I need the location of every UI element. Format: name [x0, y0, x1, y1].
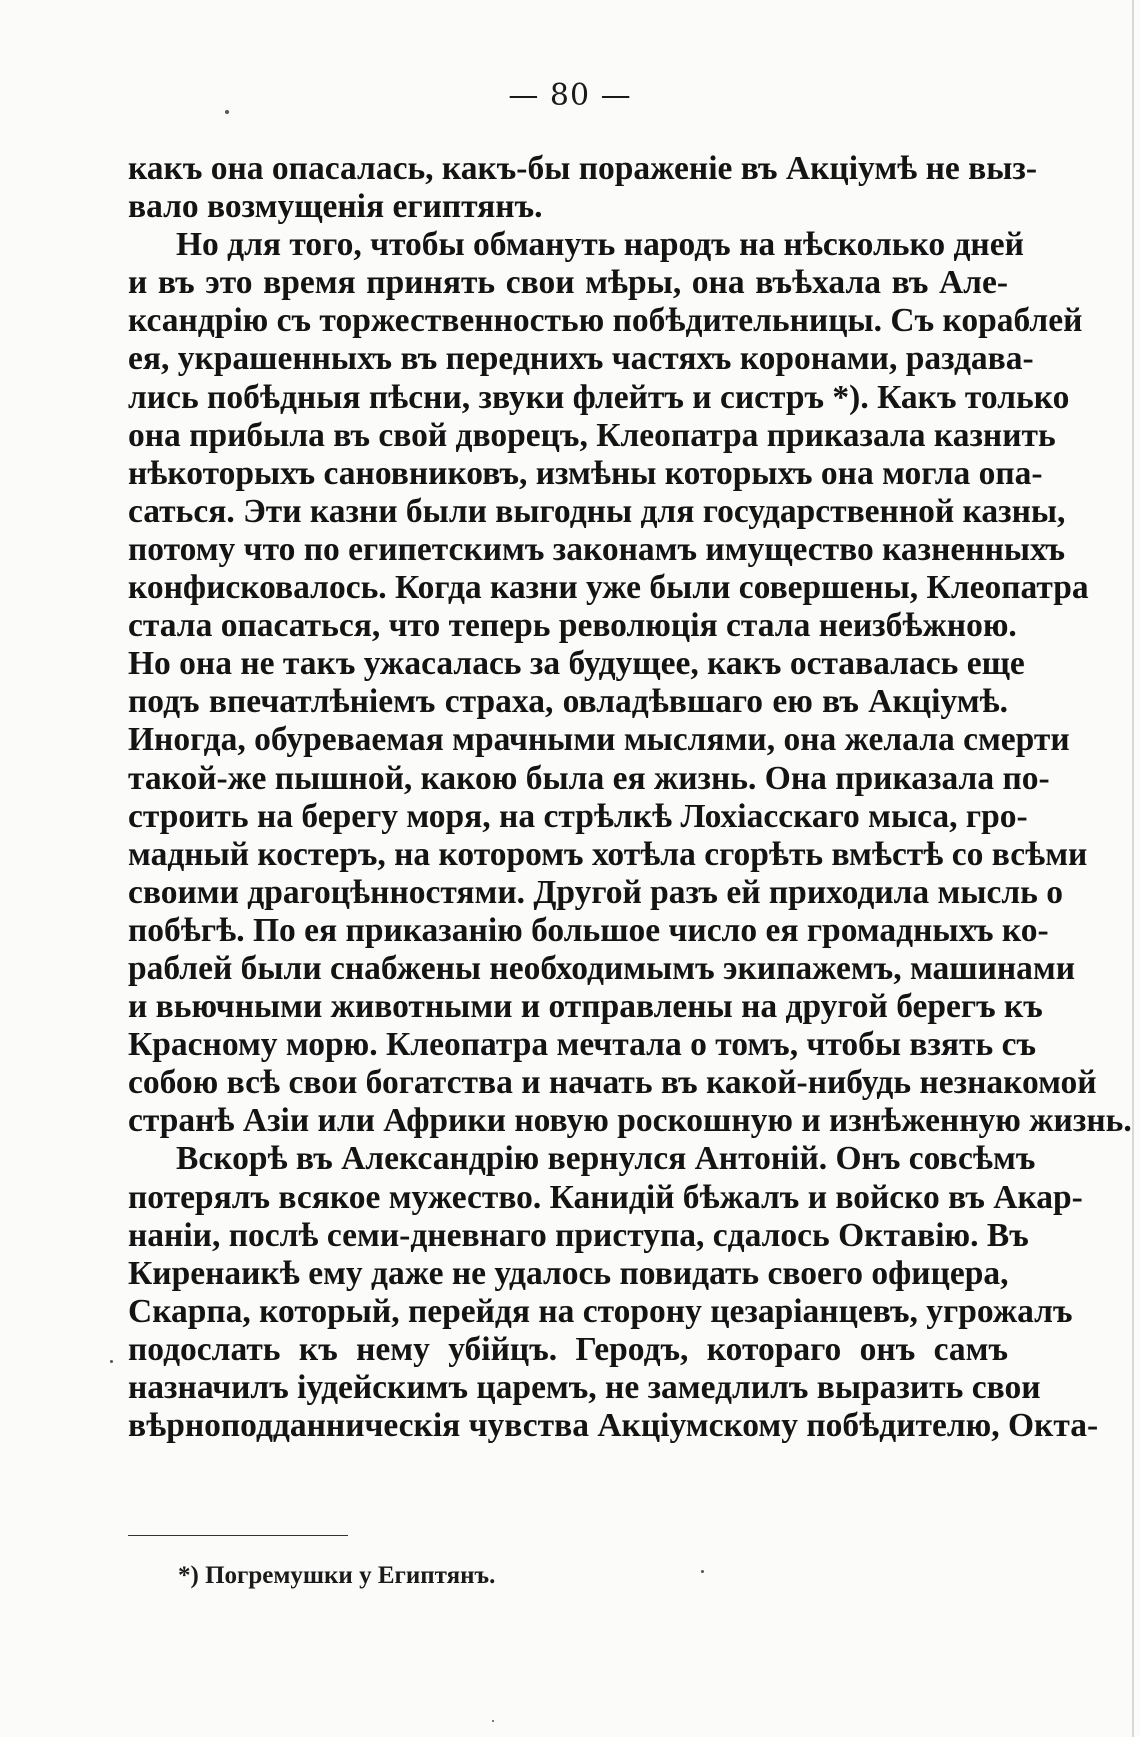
text-line: Но для того, чтобы обмануть народъ на нѣсколько дней — [176, 226, 1024, 264]
text-line: и въ это время принять свои мѣры, она въѣхала въ Але- — [128, 264, 1008, 302]
text-line: подослать къ нему убійцъ. Геродъ, котораго онъ самъ — [128, 1330, 1008, 1368]
text-line: ксандрію съ торжественностью побѣдительницы. Съ кораблей — [128, 302, 1083, 340]
scan-speck — [225, 110, 229, 114]
text-line: побѣгѣ. По ея приказанію большое число ея громадныхъ ко- — [128, 911, 1049, 949]
scan-speck — [701, 1570, 704, 1573]
text-line: лись побѣдныя пѣсни, звуки флейтъ и систръ *). Какъ только — [128, 378, 1070, 416]
text-line: потому что по египетскимъ законамъ имущество казненныхъ — [128, 530, 1066, 568]
text-line: вало возмущенія египтянъ. — [128, 188, 543, 226]
scan-speck — [110, 1360, 113, 1363]
text-line: Красному морю. Клеопатра мечтала о томъ, чтобы взять съ — [128, 1026, 1037, 1064]
text-line: странѣ Азіи или Африки новую роскошную и изнѣженную жизнь. — [128, 1102, 1132, 1140]
text-line: своими драгоцѣнностями. Другой разъ ей приходила мысль о — [128, 873, 1064, 911]
text-line: подъ впечатлѣніемъ страха, овладѣвшаго ею въ Акціумѣ. — [128, 683, 1008, 721]
text-line: Киренаикѣ ему даже не удалось повидать своего офицера, — [128, 1254, 1009, 1292]
scan-speck — [492, 1720, 494, 1722]
text-line: потерялъ всякое мужество. Канидій бѣжалъ и войско въ Акар- — [128, 1178, 1083, 1216]
text-line: раблей были снабжены необходимымъ экипажемъ, машинами — [128, 949, 1076, 987]
text-line: она прибыла въ свой дворецъ, Клеопатра приказала казнить — [128, 416, 1056, 454]
text-line: вѣрноподданническія чувства Акціумскому побѣдителю, Окта- — [128, 1407, 1099, 1445]
text-line: назначилъ іудейскимъ царемъ, не замедлилъ выразить свои — [128, 1369, 1041, 1406]
footnote-divider — [128, 1535, 348, 1536]
body-text — [128, 150, 1132, 1445]
text-line: наніи, послѣ семи-дневнаго приступа, сдалось Октавію. Въ — [128, 1216, 1029, 1254]
text-line: ея, украшенныхъ въ переднихъ частяхъ коронами, раздава- — [128, 340, 1034, 378]
text-line: Иногда, обуреваемая мрачными мыслями, она желала смерти — [128, 721, 1070, 759]
scan-edge-line — [1132, 0, 1134, 1737]
text-line: стала опасаться, что теперь революція стала неизбѣжною. — [128, 607, 1017, 645]
text-line: и вьючными животными и отправлены на другой берегъ къ — [128, 988, 1043, 1026]
page-number: — 80 — — [508, 78, 632, 113]
text-line: какъ она опасалась, какъ-бы пораженіе въ Акціумѣ не выз- — [128, 150, 1038, 187]
text-line: конфисковалось. Когда казни уже были совершены, Клеопатра — [128, 569, 1089, 607]
text-line: Вскорѣ въ Александрію вернулся Антоній. Онъ совсѣмъ — [176, 1140, 1036, 1178]
footnote: *) Погремушки у Египтянъ. — [178, 1562, 496, 1589]
text-line: Скарпа, который, перейдя на сторону цезаріанцевъ, угрожалъ — [128, 1292, 1073, 1330]
text-line: Но она не такъ ужасалась за будущее, какъ оставалась еще — [128, 645, 1025, 683]
text-line: такой-же пышной, какою была ея жизнь. Она приказала по- — [128, 759, 1050, 797]
text-line: саться. Эти казни были выгодны для государственной казны, — [128, 492, 1066, 530]
text-line: нѣкоторыхъ сановниковъ, измѣны которыхъ она могла опа- — [128, 454, 1043, 492]
text-line: собою всѣ свои богатства и начать въ какой-нибудь незнакомой — [128, 1064, 1097, 1102]
text-line: строить на берегу моря, на стрѣлкѣ Лохіасскаго мыса, гро- — [128, 797, 1028, 835]
text-line: мадный костеръ, на которомъ хотѣла сгорѣть вмѣстѣ со всѣми — [128, 835, 1088, 873]
